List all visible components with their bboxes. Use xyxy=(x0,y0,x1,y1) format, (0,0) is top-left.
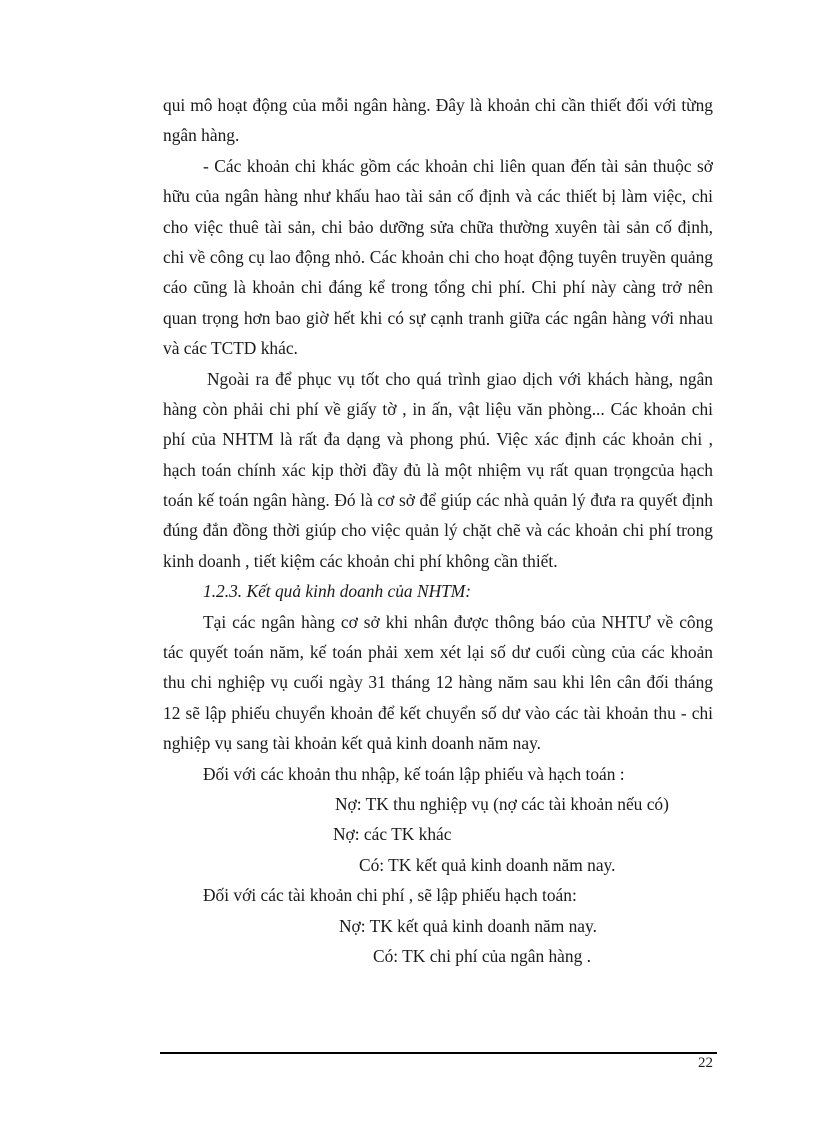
text-line: kinh doanh , tiết kiệm các khoản chi phí không cần thiết. xyxy=(163,550,558,571)
text-line: Nợ: TK thu nghiệp vụ (nợ các tài khoản nếu có) xyxy=(335,793,669,814)
text-line: hạch toán chính xác kịp thời đầy đủ là một nhiệm vụ rất quan trọngcủa hạch xyxy=(163,459,713,480)
text-line: Đối với các khoản thu nhập, kế toán lập phiếu và hạch toán : xyxy=(203,763,625,784)
text-line: qui mô hoạt động của mỗi ngân hàng. Đây là khoản chi cần thiết đối với từng xyxy=(163,95,713,115)
text-line: thu chi nghiệp vụ cuối ngày 31 tháng 12 hàng năm sau khi lên cân đối tháng xyxy=(163,672,713,693)
text-line: - Các khoản chi khác gồm các khoản chi liên quan đến tài sản thuộc sở xyxy=(203,155,713,176)
text-line: 12 sẽ lập phiếu chuyển khoản để kết chuyển số dư vào các tài khoản thu - chi xyxy=(163,702,713,723)
body-text xyxy=(163,90,713,971)
text-line: Có: TK chi phí của ngân hàng . xyxy=(373,945,591,966)
text-line: Nợ: các TK khác xyxy=(333,824,452,845)
text-line: hữu của ngân hàng như khấu hao tài sản cố định và các thiết bị làm việc, chi xyxy=(163,186,713,207)
text-line: quan trọng hơn bao giờ hết khi có sự cạnh tranh giữa các ngân hàng với nhau xyxy=(163,307,713,328)
text-line: Nợ: TK kết quả kinh doanh năm nay. xyxy=(339,915,597,936)
text-line: Có: TK kết quả kinh doanh năm nay. xyxy=(359,854,616,875)
text-line: đúng đắn đồng thời giúp cho việc quản lý chặt chẽ và các khoản chi phí trong xyxy=(163,520,713,541)
text-line: ngân hàng. xyxy=(163,125,240,146)
text-line: cho việc thuê tài sản, chi bảo dưỡng sửa chữa thường xuyên tài sản cố định, xyxy=(163,216,713,237)
text-line: chi về công cụ lao động nhỏ. Các khoản chi cho hoạt động tuyên truyền quảng xyxy=(163,246,713,267)
text-line: cáo cũng là khoản chi đáng kể trong tổng chi phí. Chi phí này càng trở nên xyxy=(163,277,713,298)
footer-divider xyxy=(160,1052,717,1054)
text-line: hàng còn phải chi phí về giấy tờ , in ấn, vật liệu văn phòng... Các khoản chi xyxy=(163,398,713,419)
text-line: phí của NHTM là rất đa dạng và phong phú. Việc xác định các khoản chi , xyxy=(163,429,713,450)
text-line: Ngoài ra để phục vụ tốt cho quá trình giao dịch với khách hàng, ngân xyxy=(207,368,713,389)
text-line: tác quyết toán năm, kế toán phải xem xét lại số dư cuối cùng của các khoản xyxy=(163,642,713,663)
section-heading: 1.2.3. Kết quả kinh doanh của NHTM: xyxy=(203,581,472,602)
text-line: Đối với các tài khoản chi phí , sẽ lập phiếu hạch toán: xyxy=(203,885,577,906)
text-line: toán kế toán ngân hàng. Đó là cơ sở để giúp các nhà quản lý đưa ra quyết định xyxy=(163,490,713,511)
text-line: và các TCTD khác. xyxy=(163,338,298,359)
text-line: nghiệp vụ sang tài khoản kết quả kinh doanh năm nay. xyxy=(163,733,541,754)
text-line: Tại các ngân hàng cơ sở khi nhân được thông báo của NHTƯ về công xyxy=(203,611,713,632)
page-number: 22 xyxy=(698,1055,713,1071)
